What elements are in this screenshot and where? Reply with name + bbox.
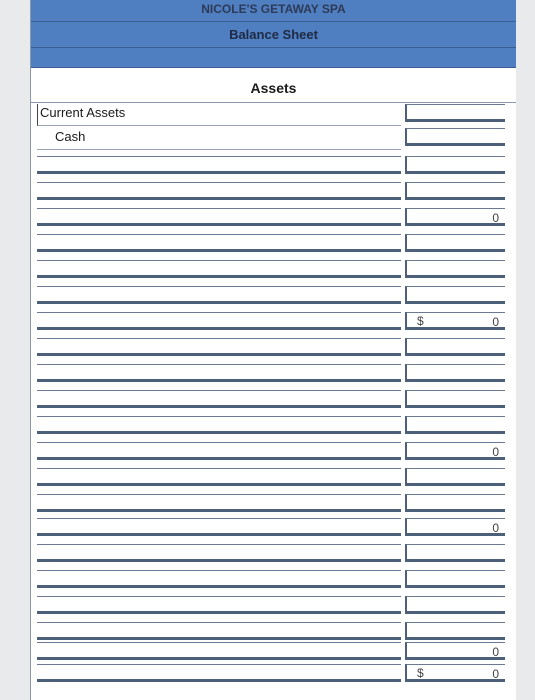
account-input[interactable] [37, 642, 401, 660]
amount-input[interactable] [405, 286, 505, 304]
table-row [33, 208, 514, 230]
table-row-total [33, 664, 514, 686]
currency-symbol: $ [417, 666, 424, 680]
account-input[interactable] [37, 664, 401, 682]
amount-input[interactable]: 0 [405, 312, 505, 330]
table-row [33, 390, 514, 412]
amount-input[interactable]: 0 [405, 664, 505, 682]
table-row [33, 128, 514, 150]
header-band [31, 48, 516, 68]
account-input[interactable] [37, 596, 401, 614]
account-input[interactable] [37, 570, 401, 588]
amount-input[interactable] [405, 544, 505, 562]
table-row [33, 544, 514, 566]
account-input[interactable] [37, 208, 401, 226]
account-input[interactable] [37, 390, 401, 408]
balance-sheet [30, 0, 516, 700]
table-row [33, 468, 514, 490]
amount-input[interactable] [405, 622, 505, 640]
account-input[interactable] [37, 338, 401, 356]
table-row [33, 518, 514, 540]
account-input[interactable] [37, 234, 401, 252]
currency-symbol: $ [417, 314, 424, 328]
table-row [33, 260, 514, 282]
amount-input[interactable] [405, 128, 505, 146]
account-input[interactable] [37, 416, 401, 434]
table-row [33, 642, 514, 664]
account-input[interactable] [37, 622, 401, 640]
row-label: Current Assets [37, 104, 401, 126]
table-row [33, 182, 514, 204]
table-row [33, 416, 514, 438]
table-row [33, 442, 514, 464]
table-row [33, 494, 514, 516]
account-input[interactable] [37, 286, 401, 304]
amount-input[interactable] [405, 182, 505, 200]
row-label: Cash [37, 128, 401, 150]
account-input[interactable] [37, 182, 401, 200]
account-input[interactable] [37, 312, 401, 330]
account-input[interactable] [37, 494, 401, 512]
account-input[interactable] [37, 468, 401, 486]
account-select[interactable] [37, 156, 401, 174]
amount-input[interactable] [405, 234, 505, 252]
amount-input[interactable] [405, 416, 505, 434]
table-row [33, 104, 514, 126]
company-name: NICOLE'S GETAWAY SPA [31, 0, 516, 22]
amount-input[interactable] [405, 156, 505, 174]
table-row-total [33, 312, 514, 334]
table-row [33, 156, 514, 178]
account-input[interactable] [37, 260, 401, 278]
amount-input[interactable] [405, 570, 505, 588]
amount-input[interactable] [405, 596, 505, 614]
amount-input[interactable]: 0 [405, 208, 505, 226]
table-row [33, 570, 514, 592]
amount-input[interactable] [405, 104, 505, 122]
amount-input[interactable] [405, 364, 505, 382]
table-row [33, 364, 514, 386]
table-row [33, 596, 514, 618]
sheet-title: Balance Sheet [31, 22, 516, 48]
amount-input[interactable]: 0 [405, 518, 505, 536]
amount-input[interactable]: 0 [405, 642, 505, 660]
amount-input[interactable] [405, 260, 505, 278]
amount-input[interactable] [405, 494, 505, 512]
table-row [33, 286, 514, 308]
account-input[interactable] [37, 442, 401, 460]
table-row [33, 338, 514, 360]
amount-input[interactable] [405, 390, 505, 408]
amount-input[interactable] [405, 468, 505, 486]
table-row [33, 622, 514, 644]
amount-input[interactable]: 0 [405, 442, 505, 460]
account-input[interactable] [37, 364, 401, 382]
amount-input[interactable] [405, 338, 505, 356]
account-input[interactable] [37, 544, 401, 562]
section-title-assets: Assets [31, 68, 516, 103]
account-input[interactable] [37, 518, 401, 536]
table-row [33, 234, 514, 256]
